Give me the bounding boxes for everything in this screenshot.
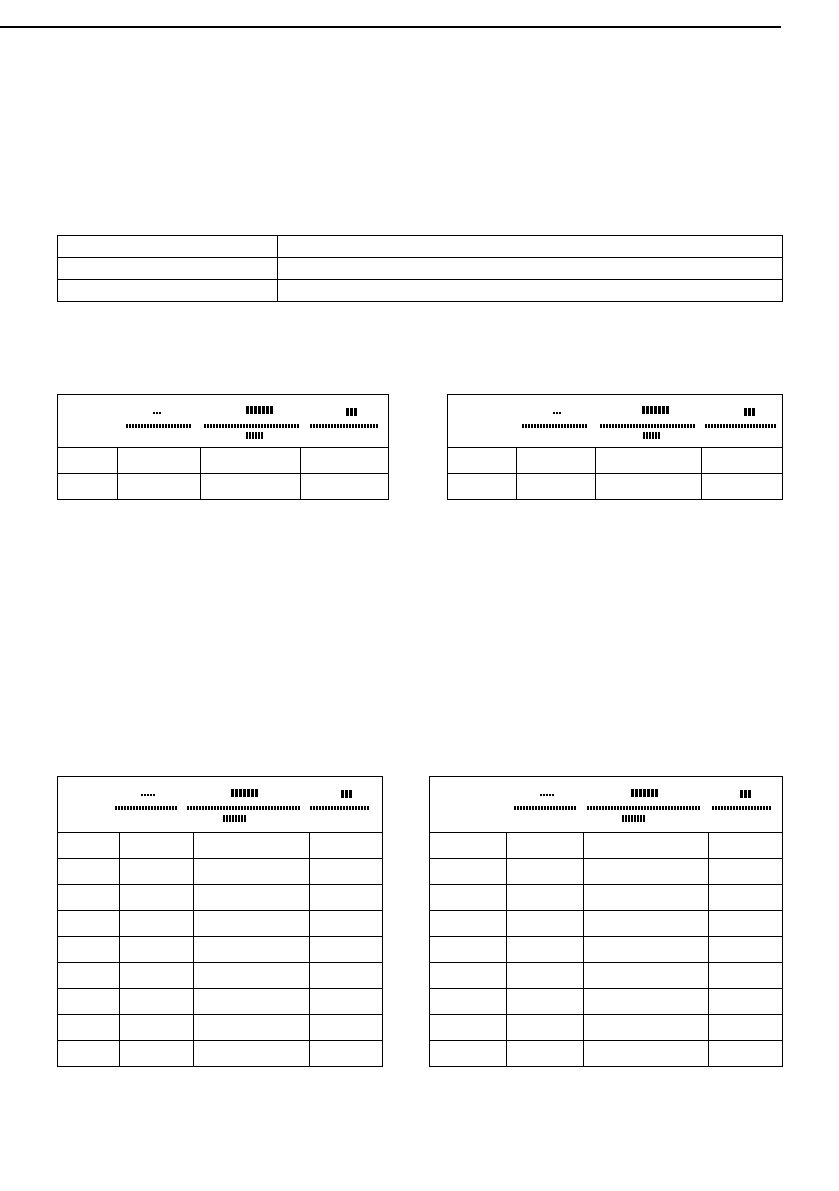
table-cell: [58, 280, 278, 302]
table-row: [58, 963, 383, 989]
table-cell: [194, 911, 310, 937]
table-cell: [310, 911, 383, 937]
header-row: [58, 777, 383, 833]
table-cell: [310, 859, 383, 885]
table-cell: [430, 1041, 507, 1067]
table-cell: [194, 1041, 310, 1067]
table-cell: [709, 937, 783, 963]
table-cell: [709, 1015, 783, 1041]
ok-icon: [231, 789, 258, 797]
table-row: [58, 236, 783, 258]
large-settings-table-right: [429, 776, 783, 1067]
table-cell: [118, 448, 201, 474]
table-cell: [507, 911, 584, 937]
table-cell: [709, 1041, 783, 1067]
ok-underline: [187, 806, 300, 810]
table-cell: [596, 448, 702, 474]
table-cell: [194, 885, 310, 911]
table-row: [448, 448, 783, 474]
table-row: [430, 859, 783, 885]
table-cell: [507, 1041, 584, 1067]
table-cell: [194, 963, 310, 989]
ok-block: [622, 815, 645, 822]
table-cell: [120, 989, 194, 1015]
table-cell: [507, 859, 584, 885]
table-cell: [194, 937, 310, 963]
button-strip-header: [120, 777, 383, 833]
plus-icon: [740, 790, 751, 798]
table-cell: [278, 258, 783, 280]
table-cell: [58, 1015, 120, 1041]
minus-icon: [553, 412, 561, 414]
table-cell: [430, 885, 507, 911]
table-cell: [584, 963, 709, 989]
table-cell: [709, 911, 783, 937]
table-cell: [310, 885, 383, 911]
table-row: [430, 1041, 783, 1067]
table-cell: [58, 1041, 120, 1067]
ok-block: [246, 432, 263, 439]
table-row: [58, 448, 389, 474]
table-cell: [430, 989, 507, 1015]
table-cell: [702, 448, 783, 474]
table-cell: [194, 989, 310, 1015]
table-cell: [58, 236, 278, 258]
table-cell: [517, 448, 596, 474]
table-cell: [709, 885, 783, 911]
table-cell: [507, 937, 584, 963]
table-cell: [310, 937, 383, 963]
table-row: [58, 937, 383, 963]
table-cell: [709, 833, 783, 859]
table-row: [430, 833, 783, 859]
table-cell: [120, 885, 194, 911]
header-row: [58, 395, 389, 448]
table-cell: [596, 474, 702, 500]
minus-underline: [522, 424, 587, 428]
table-cell: [584, 885, 709, 911]
table-cell: [709, 963, 783, 989]
small-settings-table-left: [57, 394, 389, 500]
table-cell: [430, 911, 507, 937]
table-cell: [58, 885, 120, 911]
table-cell: [584, 989, 709, 1015]
plus-underline: [310, 806, 369, 810]
table-cell: [430, 859, 507, 885]
minus-underline: [514, 806, 576, 810]
table-cell: [517, 474, 596, 500]
table-cell: [278, 280, 783, 302]
table-cell: [194, 1015, 310, 1041]
table-body: [58, 833, 383, 1067]
table-cell: [278, 236, 783, 258]
button-strip-header: [507, 777, 783, 833]
header-row: [430, 777, 783, 833]
table-row: [58, 1015, 383, 1041]
table-cell: [58, 833, 120, 859]
table-row: [430, 937, 783, 963]
table-body: [430, 833, 783, 1067]
button-strip-header: [118, 395, 389, 448]
ok-block: [643, 432, 660, 439]
table-cell: [58, 258, 278, 280]
table-cell: [430, 963, 507, 989]
plus-underline: [705, 424, 776, 428]
table-cell: [58, 448, 118, 474]
table-cell: [430, 833, 507, 859]
table-cell: [310, 1015, 383, 1041]
table-cell: [310, 833, 383, 859]
header-corner: [58, 395, 118, 448]
ok-icon: [246, 406, 273, 414]
table-cell: [584, 937, 709, 963]
ok-block: [223, 815, 246, 822]
button-strip-header: [517, 395, 783, 448]
ok-icon: [642, 406, 669, 414]
ok-underline: [204, 424, 299, 428]
table-cell: [584, 833, 709, 859]
table-cell: [584, 859, 709, 885]
table-cell: [120, 963, 194, 989]
table-cell: [448, 474, 517, 500]
table-row: [430, 911, 783, 937]
header-row: [448, 395, 783, 448]
ok-underline: [600, 424, 695, 428]
plus-icon: [341, 790, 352, 798]
table-row: [58, 885, 383, 911]
plus-underline: [712, 806, 771, 810]
table-cell: [301, 448, 389, 474]
table-cell: [301, 474, 389, 500]
header-corner: [58, 777, 120, 833]
table-cell: [584, 1041, 709, 1067]
table-row: [58, 859, 383, 885]
table-cell: [702, 474, 783, 500]
table-cell: [310, 989, 383, 1015]
table-cell: [58, 859, 120, 885]
ok-icon: [631, 789, 658, 797]
table-row: [448, 474, 783, 500]
table-cell: [58, 474, 118, 500]
table-row: [58, 911, 383, 937]
ok-underline: [587, 806, 700, 810]
table-cell: [507, 833, 584, 859]
minus-icon: [153, 412, 161, 414]
table-cell: [120, 911, 194, 937]
table-row: [430, 989, 783, 1015]
header-corner: [448, 395, 517, 448]
table-row: [58, 258, 783, 280]
table-cell: [430, 937, 507, 963]
table-cell: [430, 1015, 507, 1041]
table-cell: [310, 1041, 383, 1067]
minus-underline: [115, 806, 177, 810]
table-cell: [118, 474, 201, 500]
table-row: [58, 1041, 383, 1067]
table-cell: [58, 989, 120, 1015]
plus-underline: [310, 424, 378, 428]
minus-icon: [141, 794, 155, 796]
table-cell: [310, 963, 383, 989]
table-row: [430, 1015, 783, 1041]
table-cell: [448, 448, 517, 474]
small-settings-table-right: [447, 394, 783, 500]
table-cell: [194, 833, 310, 859]
plus-icon: [744, 408, 755, 416]
table-cell: [584, 1015, 709, 1041]
table-row: [58, 833, 383, 859]
table-row: [58, 989, 383, 1015]
table-cell: [120, 1041, 194, 1067]
table-cell: [201, 474, 301, 500]
table-cell: [584, 911, 709, 937]
table-cell: [120, 937, 194, 963]
table-row: [58, 280, 783, 302]
table-cell: [120, 833, 194, 859]
table-cell: [507, 963, 584, 989]
table-row: [430, 963, 783, 989]
plus-icon: [346, 408, 357, 416]
header-corner: [430, 777, 507, 833]
table-cell: [709, 859, 783, 885]
table-cell: [120, 859, 194, 885]
table-cell: [507, 989, 584, 1015]
table-cell: [58, 911, 120, 937]
table-cell: [120, 1015, 194, 1041]
table-cell: [507, 885, 584, 911]
minus-icon: [540, 794, 554, 796]
table-cell: [201, 448, 301, 474]
table-cell: [58, 963, 120, 989]
table-cell: [58, 937, 120, 963]
table-cell: [709, 989, 783, 1015]
minus-underline: [126, 424, 191, 428]
table-cell: [194, 859, 310, 885]
table-row: [430, 885, 783, 911]
info-table: [57, 235, 783, 302]
top-rule: [0, 26, 781, 28]
table-cell: [507, 1015, 584, 1041]
large-settings-table-left: [57, 776, 383, 1067]
table-row: [58, 474, 389, 500]
